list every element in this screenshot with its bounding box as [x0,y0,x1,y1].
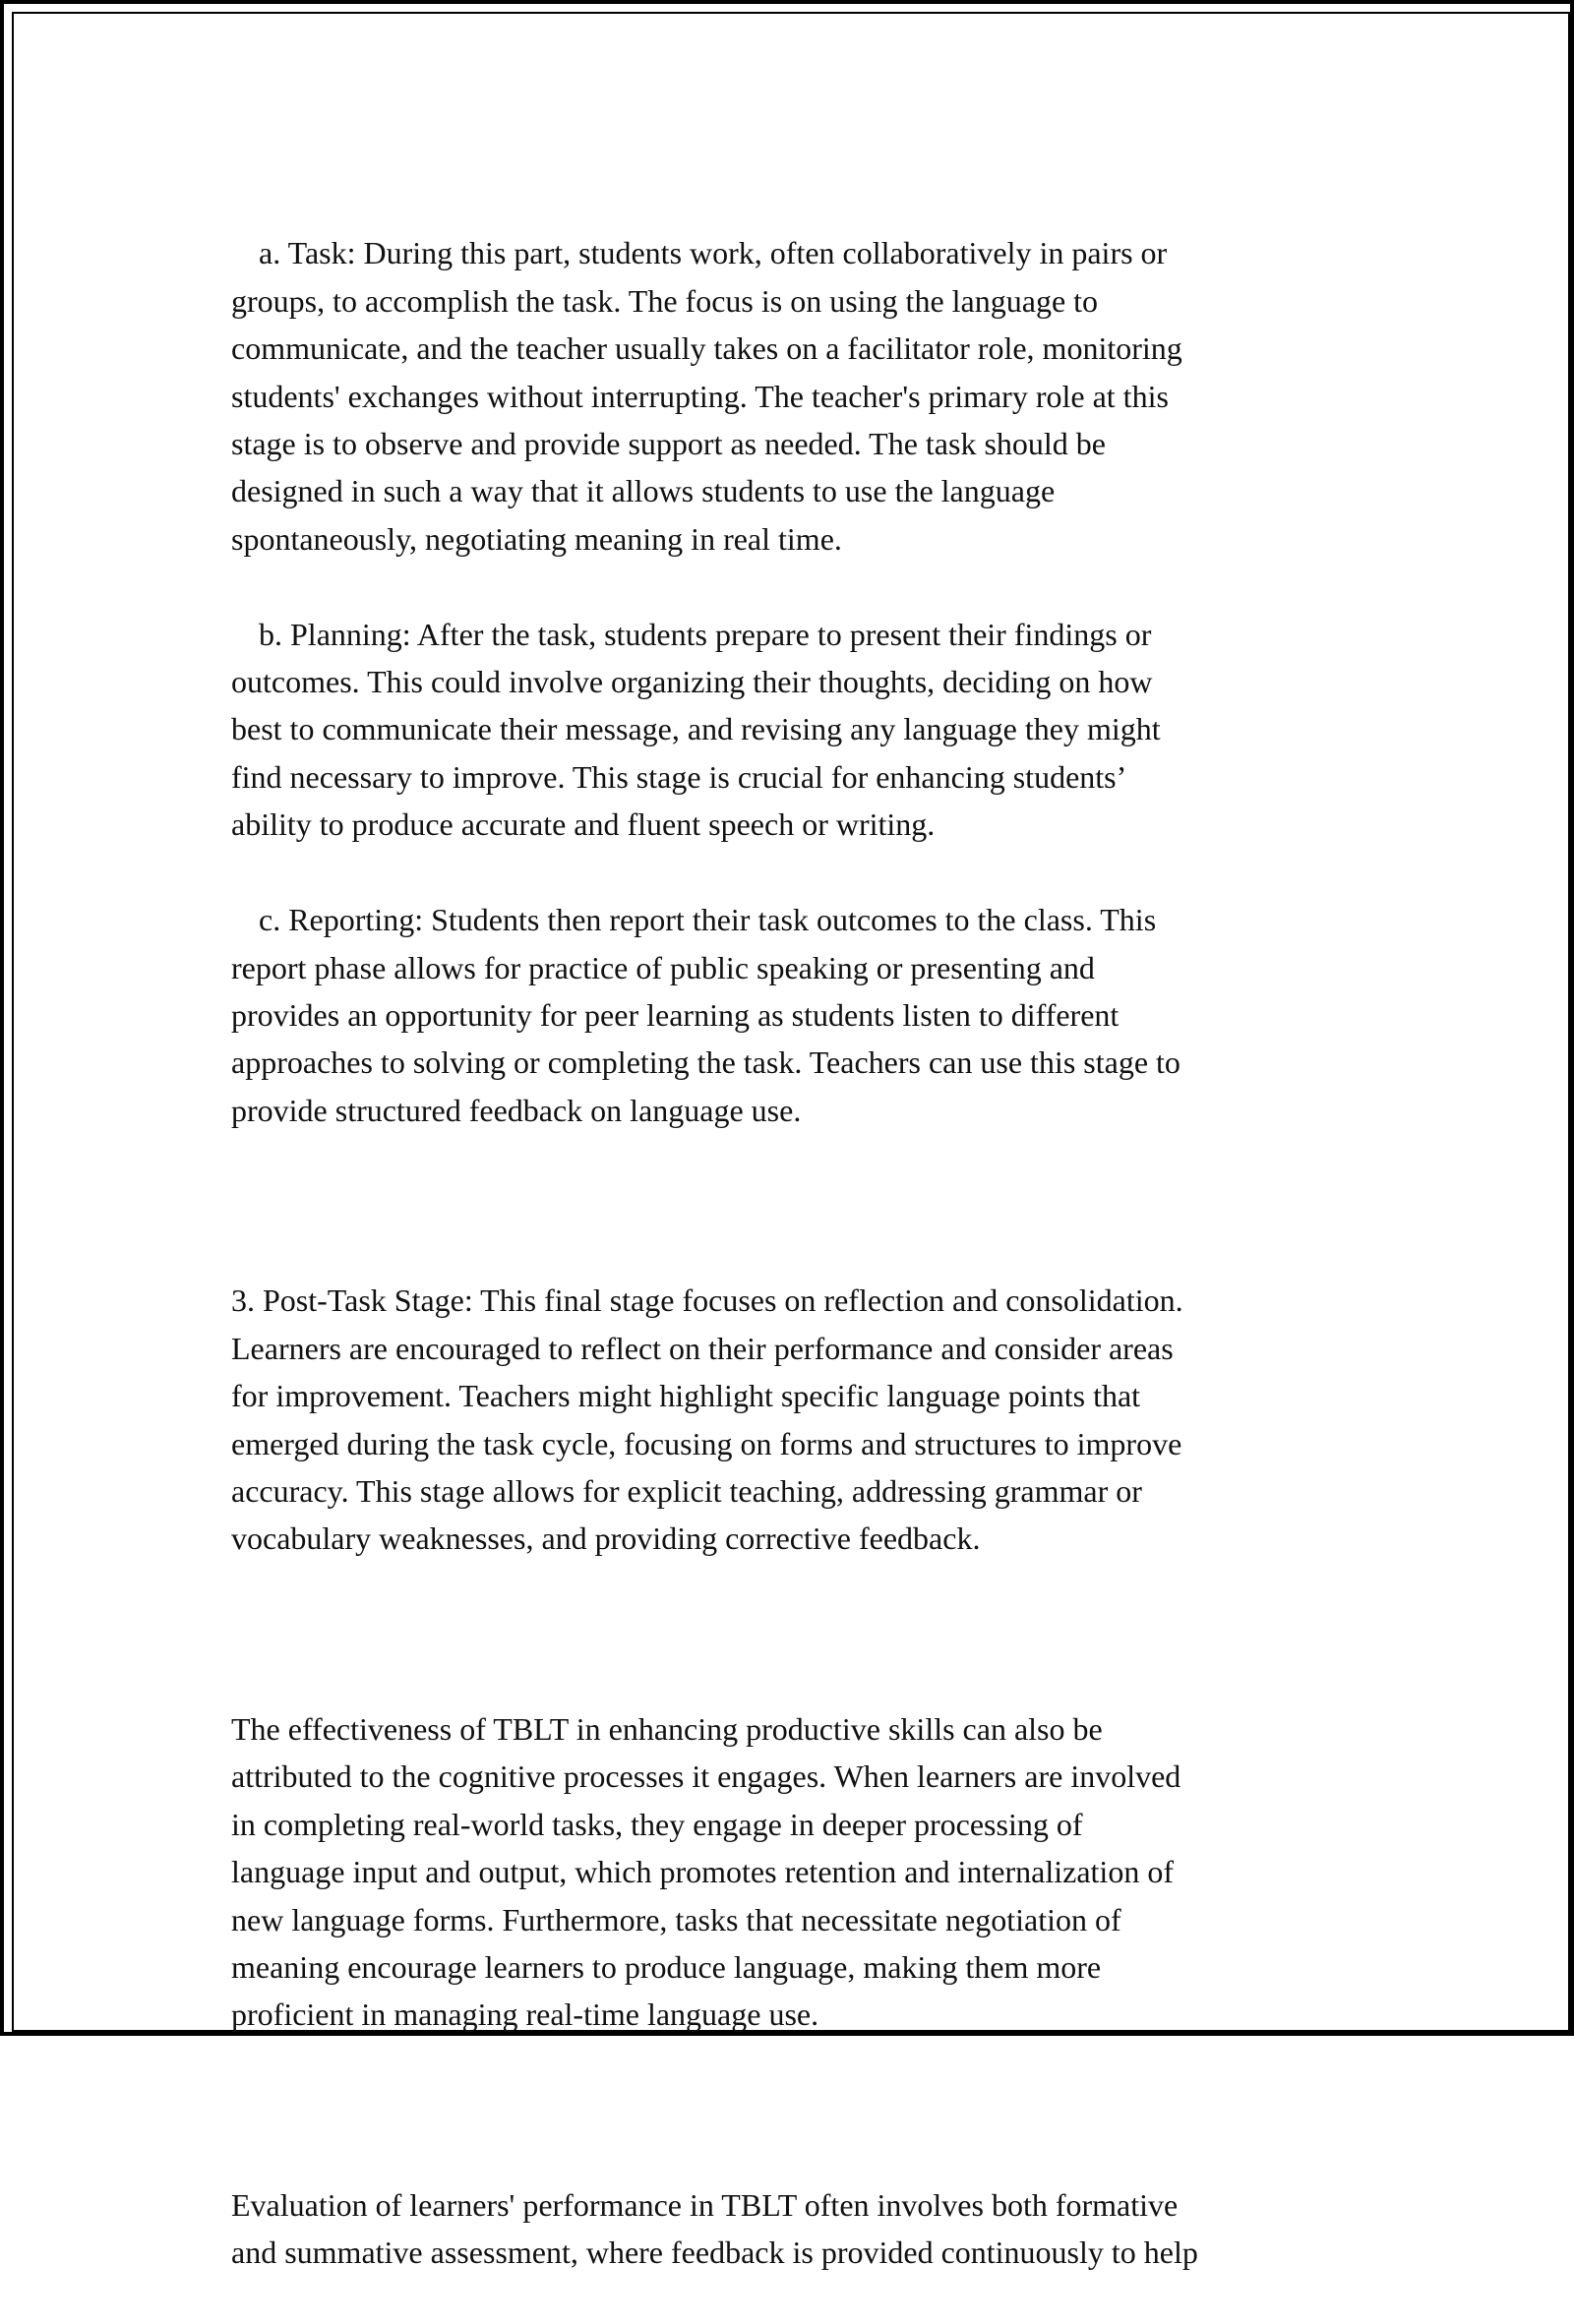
paragraph-gap [231,1610,1353,1657]
subitem-planning-text: b. Planning: After the task, students prepare to present their findings or outcomes. This could involve organizing their thoughts, deciding on how best to communicate their message, and revising any language they might find necessary to improve. This stage is crucial for enhancing students’ ability to produce accurate and fluent speech or writing. [231,616,1161,843]
subitem-reporting-text: c. Reporting: Students then report their task outcomes to the class. This report phase allows for practice of public speaking or presenting and provides an opportunity for peer learning as students listen to different approaches to solving or completing the task. Teachers can use this stage to provide structured feedback on language use. [231,902,1180,1128]
document-body [231,182,1353,2324]
subitem-reporting [231,896,1353,1134]
paragraph-gap [231,2086,1353,2133]
subitem-task [231,229,1353,563]
subitem-planning [231,611,1353,849]
effectiveness-paragraph: The effectiveness of TBLT in enhancing productive skills can also be attributed to the cognitive processes it engages. When learners are involved in completing real-world tasks, they engage in deeper processing of language input and output, which promotes retention and internalization of new language forms. Furthermore, tasks that necessitate negotiation of meaning encourage learners to produce language, making them more proficient in managing real-time language use. [231,1710,1181,2033]
evaluation-paragraph: Evaluation of learners' performance in TBLT often involves both formative and summative assessment, where feedback is provided continuously to help [231,2187,1198,2271]
subitem-task-text: a. Task: During this part, students work, often collaboratively in pairs or groups, to accomplish the task. The focus is on using the language to communicate, and the teacher usually takes on a facilitator role, monitoring students' exchanges without interrupting. The teacher's primary role at this stage is to observe and provide support as needed. The task should be designed in such a way that it allows students to use the language spontaneously, negotiating meaning in real time. [231,235,1182,557]
paragraph-gap [231,1182,1353,1229]
post-task-paragraph: 3. Post-Task Stage: This final stage focuses on reflection and consolidation. Learners are encouraged to reflect on their performance and consider areas for improvement. Teachers might highlight specific language points that emerged during the task cycle, focusing on forms and structures to improve accuracy. This stage allows for explicit teaching, addressing grammar or vocabulary weaknesses, and providing corrective feedback. [231,1282,1183,1557]
